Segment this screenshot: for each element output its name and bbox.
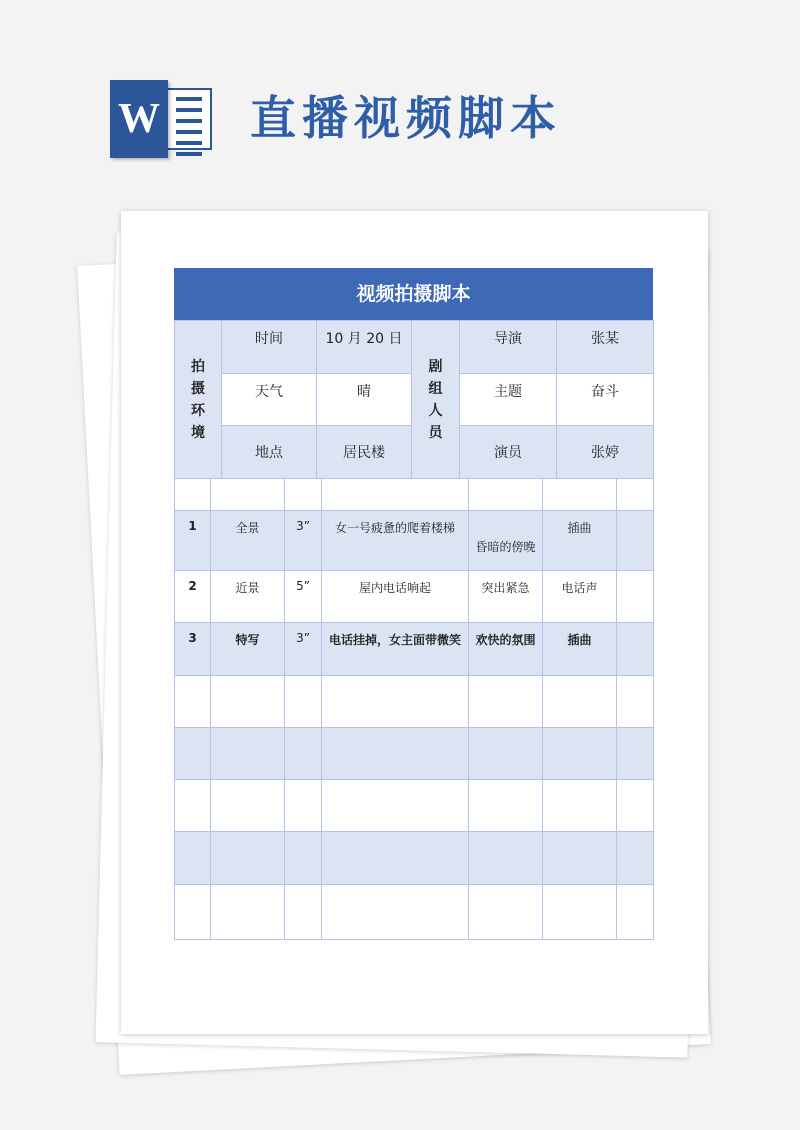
env-label-time: 时间 (222, 321, 317, 374)
shot-sound: 电话声 (543, 571, 617, 623)
shot-mood: 昏暗的傍晚 (469, 511, 543, 571)
table-row (175, 623, 654, 676)
table-title: 视频拍摄脚本 (174, 268, 653, 320)
shot-mood: 突出紧急 (469, 571, 543, 623)
shot-number: 3 (175, 623, 211, 676)
env-value-weather: 晴 (317, 374, 412, 426)
crew-value-director: 张某 (557, 321, 654, 374)
shot-duration: 5” (285, 571, 322, 623)
shot-mood: 欢快的氛围 (469, 623, 543, 676)
word-document-icon (110, 80, 214, 158)
shooting-info-table (174, 320, 654, 479)
table-row (175, 885, 654, 940)
environment-group-label: 拍 摄 环 境 (175, 321, 222, 479)
shot-type: 近景 (211, 571, 285, 623)
env-value-time: 10 月 20 日 (317, 321, 412, 374)
crew-label-actor: 演员 (460, 426, 557, 479)
shot-number: 2 (175, 571, 211, 623)
shot-type: 全景 (211, 511, 285, 571)
shot-sound: 插曲 (543, 623, 617, 676)
table-row (175, 780, 654, 832)
env-value-location: 居民楼 (317, 426, 412, 479)
document-title: 直播视频脚本 (250, 91, 562, 145)
shot-content: 电话挂掉，女主面带微笑 (322, 623, 469, 676)
shot-number: 1 (175, 511, 211, 571)
crew-value-actor: 张婷 (557, 426, 654, 479)
crew-label-director: 导演 (460, 321, 557, 374)
table-row (175, 571, 654, 623)
table-row (175, 511, 654, 571)
table-row (175, 728, 654, 780)
env-label-location: 地点 (222, 426, 317, 479)
shot-content: 女一号疲惫的爬着楼梯 (322, 511, 469, 571)
crew-group-label: 剧 组 人 员 (412, 321, 460, 479)
env-label-weather: 天气 (222, 374, 317, 426)
shot-content: 屋内电话响起 (322, 571, 469, 623)
table-row (175, 479, 654, 511)
shot-duration: 3” (285, 623, 322, 676)
crew-label-theme: 主题 (460, 374, 557, 426)
shot-type: 特写 (211, 623, 285, 676)
preview-header (0, 0, 800, 200)
table-row (175, 832, 654, 885)
shot-duration: 3” (285, 511, 322, 571)
table-row (175, 676, 654, 728)
word-logo-letter: W (110, 80, 168, 158)
shot-list-table (174, 478, 654, 940)
shot-sound: 插曲 (543, 511, 617, 571)
crew-value-theme: 奋斗 (557, 374, 654, 426)
